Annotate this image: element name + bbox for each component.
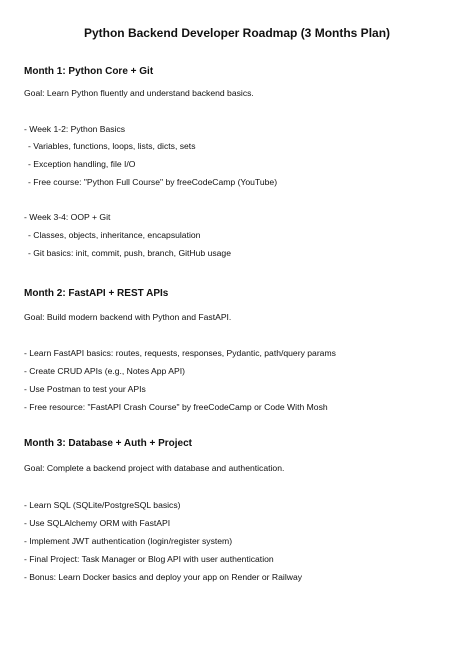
document-title: Python Backend Developer Roadmap (3 Months Plan) [83,26,391,40]
month1-heading: Month 1: Python Core + Git [24,66,154,77]
month1-line-2: - Variables, functions, loops, lists, dicts, sets [28,141,196,151]
month3-heading: Month 3: Database + Auth + Project [24,438,192,449]
month2-line-1: - Learn FastAPI basics: routes, requests, responses, Pydantic, path/query params [24,348,336,358]
month2-goal: Goal: Build modern backend with Python and FastAPI. [24,312,232,322]
month2-line-4: - Free resource: "FastAPI Crash Course" by freeCodeCamp or Code With Mosh [24,402,328,412]
month3-line-1: - Learn SQL (SQLite/PostgreSQL basics) [24,500,181,510]
month3-goal: Goal: Complete a backend project with database and authentication. [24,463,285,473]
month1-line-3: - Exception handling, file I/O [28,159,136,169]
month1-line-6: - Classes, objects, inheritance, encapsulation [28,230,201,240]
month2-line-2: - Create CRUD APIs (e.g., Notes App API) [24,366,185,376]
month3-line-5: - Bonus: Learn Docker basics and deploy your app on Render or Railway [24,572,303,582]
month3-line-4: - Final Project: Task Manager or Blog API with user authentication [24,554,274,564]
month1-line-5: - Week 3-4: OOP + Git [24,212,111,222]
month3-line-2: - Use SQLAlchemy ORM with FastAPI [24,518,171,528]
month1-line-1: - Week 1-2: Python Basics [24,124,126,134]
month1-line-7: - Git basics: init, commit, push, branch, GitHub usage [28,248,231,258]
month2-line-3: - Use Postman to test your APIs [24,384,146,394]
month2-heading: Month 2: FastAPI + REST APIs [24,288,169,299]
month1-line-4: - Free course: "Python Full Course" by freeCodeCamp (YouTube) [28,177,278,187]
month3-line-3: - Implement JWT authentication (login/register system) [24,536,233,546]
month1-goal: Goal: Learn Python fluently and understand backend basics. [24,88,254,98]
